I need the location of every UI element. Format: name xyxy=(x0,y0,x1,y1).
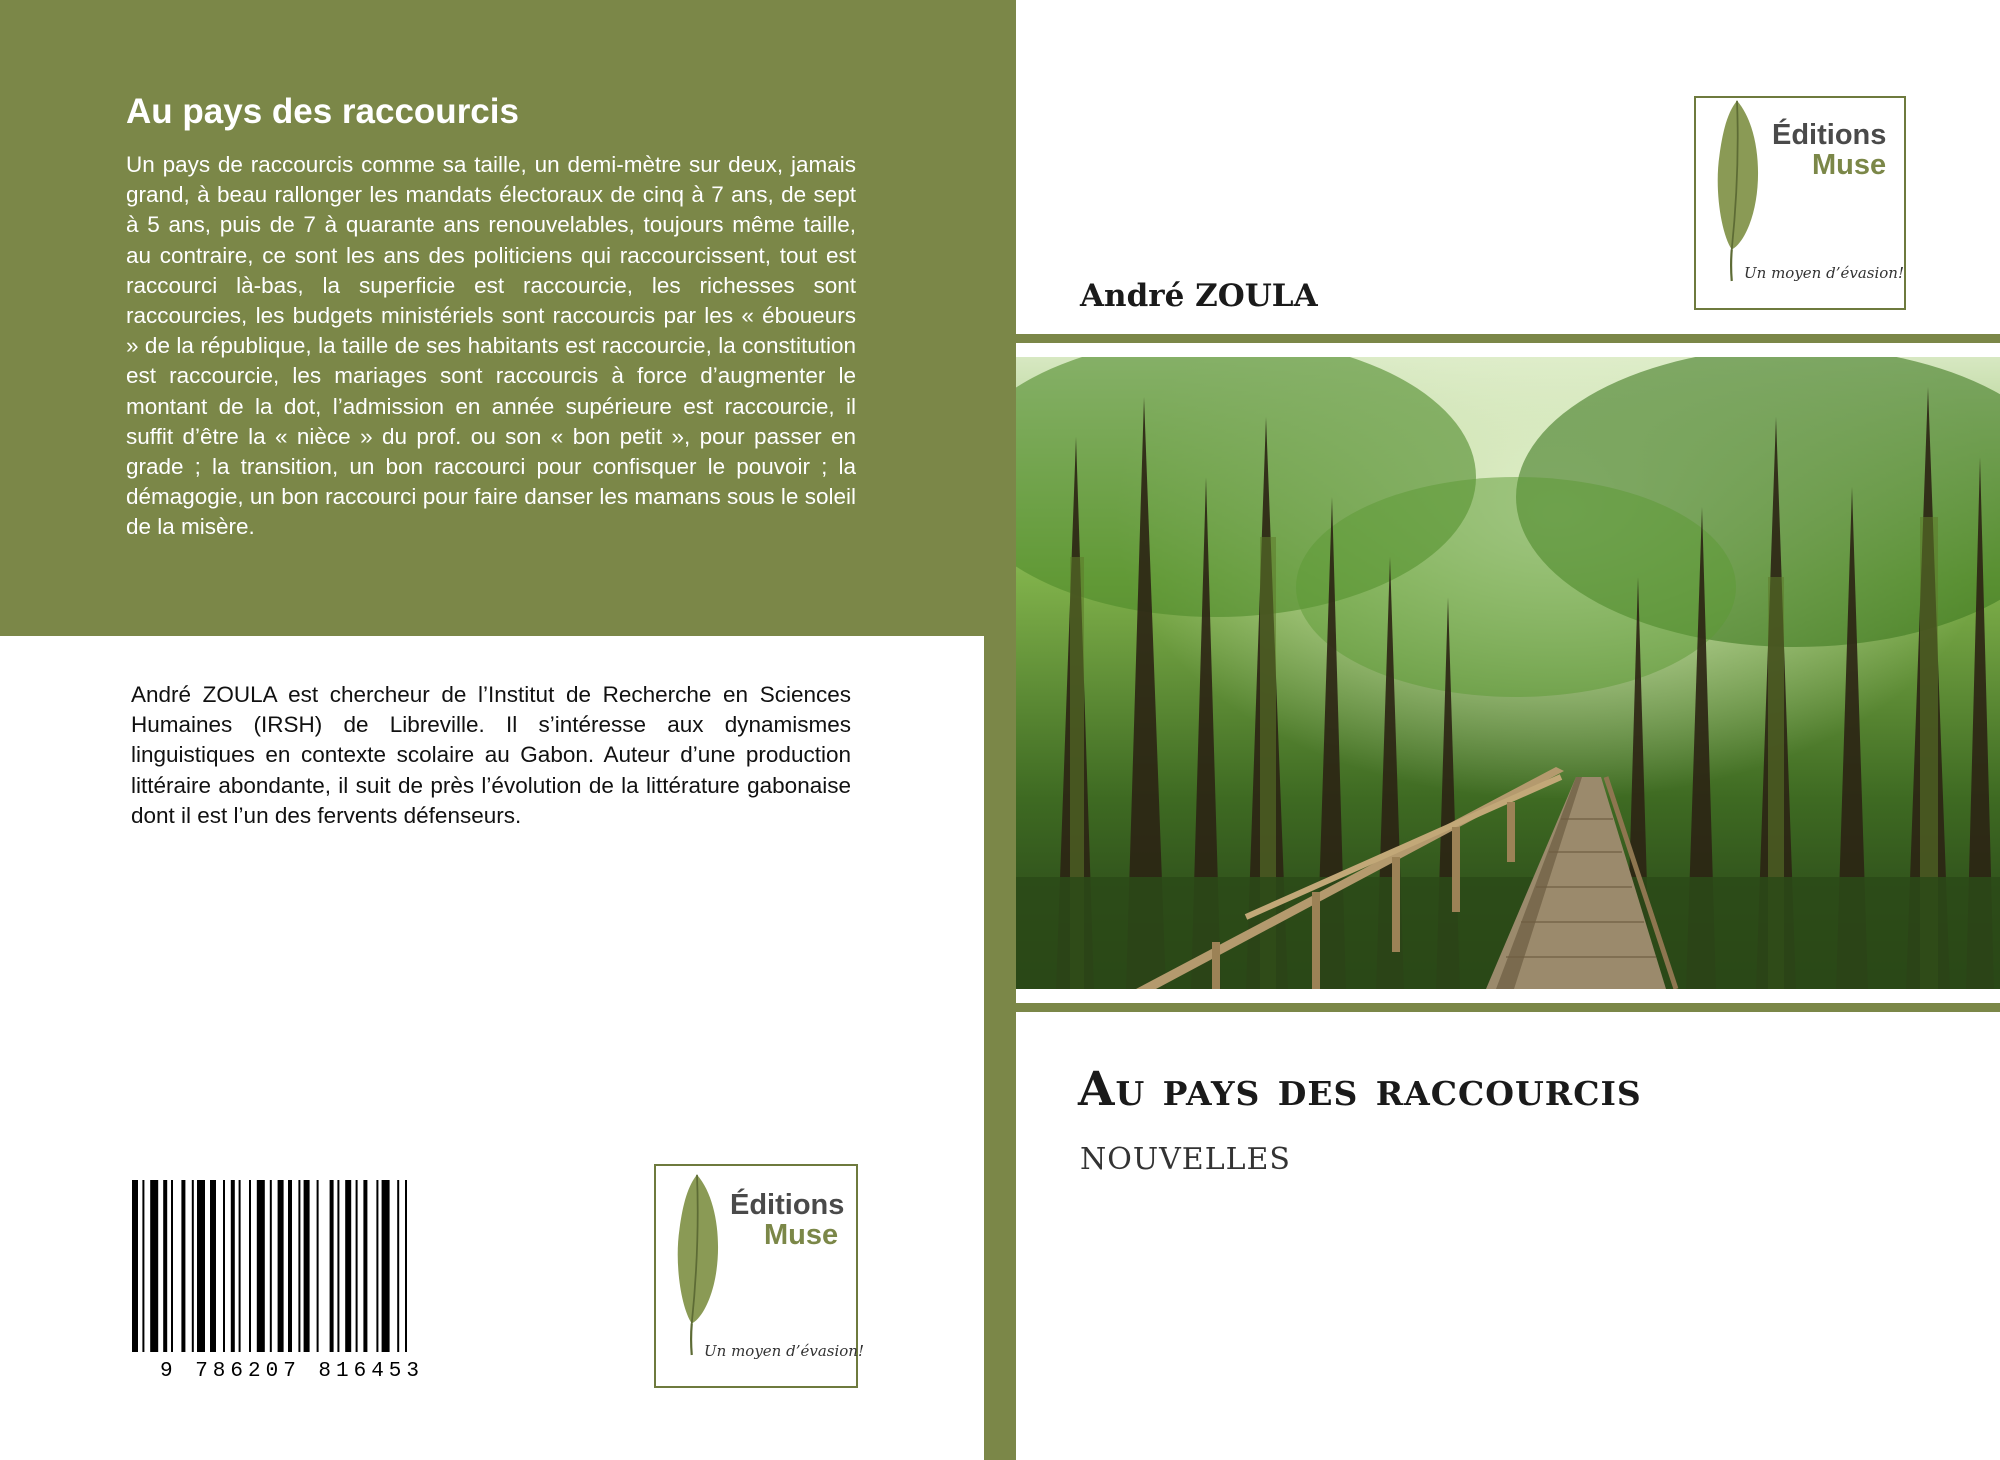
barcode-bar xyxy=(231,1180,235,1352)
barcode-bar xyxy=(363,1180,367,1352)
barcode-bar xyxy=(317,1180,319,1352)
barcode-bar xyxy=(142,1180,144,1352)
author-bio: André ZOULA est chercheur de l’Institut de Recherche en Sciences Humaines (IRSH) de Libreville. Il s’intéresse aux dynamismes linguistiques en contexte scolaire au Gabon. Auteur d’une production littéraire abondante, il suit de près l’évolution de la littérature gabonaise dont il est l’un des fervents défenseurs. xyxy=(131,682,851,828)
barcode-bar xyxy=(298,1180,300,1352)
publisher-name-line1: Éditions xyxy=(1772,119,1887,151)
barcode-bar xyxy=(132,1180,138,1352)
back-cover-blurb: Un pays de raccourcis comme sa taille, un demi-mètre sur deux, jamais grand, à beau rallonger les mandats électoraux de cinq à 7 ans, de sept à 5 ans, puis de 7 à quarante ans renouvelables, toujours même taille, au contraire, ce sont les ans des politiciens qui raccourcissent, tout est raccourci là-bas, la superficie est raccourcie, les richesses sont raccourcies, les budgets ministériels sont raccourcis par les « éboueurs » de la république, la taille de ses habitants est raccourcie, la constitution est raccourcie, les mariages sont raccourcis à force d’augmenter le montant de la dot, l’admission en année supérieure est raccourcie, il suffit d’être la « nièce » du prof. ou son « bon petit », pour passer en grade ; la transition, un bon raccourci pour confisquer le pouvoir ; la démagogie, un bon raccourci pour faire danser les mamans sous le soleil de la misère. xyxy=(126,152,856,540)
top-accent-band xyxy=(1016,334,2000,343)
cover-photo-forest-boardwalk xyxy=(1016,357,2000,989)
barcode-bar xyxy=(171,1180,173,1352)
barcode-bar xyxy=(376,1180,378,1352)
publisher-name-line2: Muse xyxy=(1812,149,1887,181)
barcode-bar xyxy=(239,1180,241,1352)
barcode-bar xyxy=(181,1180,185,1352)
publisher-name-line2: Muse xyxy=(764,1219,839,1251)
barcode-bar xyxy=(249,1180,251,1352)
bottom-accent-band xyxy=(1016,1003,2000,1012)
barcode-bar xyxy=(288,1180,292,1352)
barcode-bar xyxy=(210,1180,216,1352)
publisher-name-line1: Éditions xyxy=(730,1189,845,1221)
barcode-bar xyxy=(163,1180,167,1352)
barcode-bar xyxy=(197,1180,205,1352)
barcode-bar xyxy=(270,1180,272,1352)
spine-strip xyxy=(984,636,1016,1460)
isbn-number: 9 786207 816453 xyxy=(159,1360,425,1380)
publisher-tagline: Un moyen d’évasion! xyxy=(1744,264,1904,282)
publisher-logo-back xyxy=(654,1164,864,1388)
front-cover-title: Au pays des raccourcis xyxy=(1078,1062,1642,1117)
front-cover-subtitle: NOUVELLES xyxy=(1080,1142,1291,1177)
front-author-name: André ZOULA xyxy=(1080,278,1318,314)
barcode-bar xyxy=(304,1180,310,1352)
isbn-barcode xyxy=(128,1180,456,1380)
back-cover-title: Au pays des raccourcis xyxy=(126,92,519,131)
barcode-bar xyxy=(345,1180,351,1352)
barcode-bar xyxy=(278,1180,284,1352)
barcode-bar xyxy=(337,1180,339,1352)
barcode-bar xyxy=(150,1180,158,1352)
barcode-bar xyxy=(382,1180,390,1352)
barcode-bar xyxy=(405,1180,407,1352)
barcode-bar xyxy=(356,1180,358,1352)
barcode-bar xyxy=(257,1180,265,1352)
barcode-bars xyxy=(132,1180,407,1352)
publisher-tagline: Un moyen d’évasion! xyxy=(704,1342,864,1360)
barcode-bar xyxy=(397,1180,399,1352)
barcode-bar xyxy=(192,1180,194,1352)
barcode-bar xyxy=(330,1180,334,1352)
barcode-bar xyxy=(223,1180,225,1352)
publisher-logo-front xyxy=(1694,96,1906,310)
